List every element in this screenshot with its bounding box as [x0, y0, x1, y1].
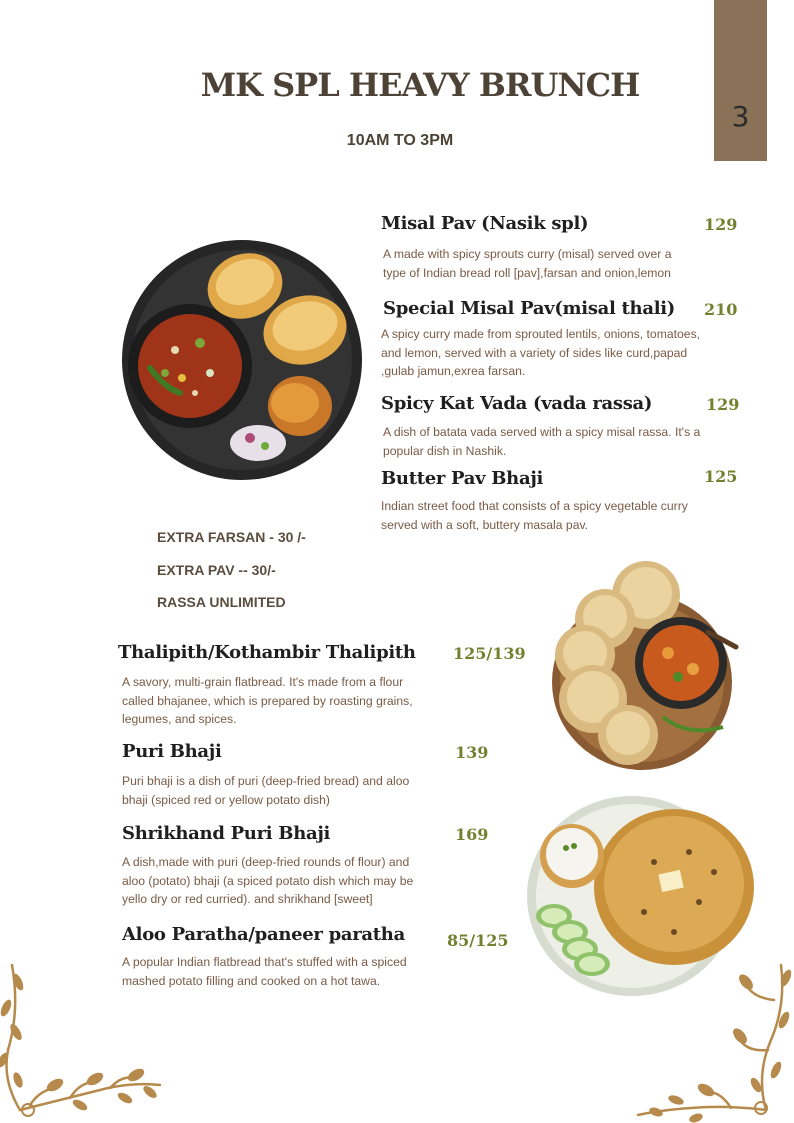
item-name-butter-pav-bhaji: Butter Pav Bhaji — [381, 468, 544, 489]
item-name-special-misal: Special Misal Pav(misal thali) — [383, 298, 675, 319]
extra-farsan: EXTRA FARSAN - 30 /- — [157, 529, 306, 545]
extra-rassa: RASSA UNLIMITED — [157, 594, 286, 610]
floral-vine-left-decoration — [0, 960, 165, 1123]
item-desc-puri-bhaji: Puri bhaji is a dish of puri (deep-fried bread) and aloo bhaji (spiced red or yellow potato dish) — [122, 774, 410, 807]
page-title: MK SPL HEAVY BRUNCH — [200, 66, 640, 104]
misal-pav-plate-image — [120, 238, 365, 483]
item-name-aloo-paratha: Aloo Paratha/paneer paratha — [122, 924, 405, 945]
page-subtitle: 10AM TO 3PM — [346, 132, 454, 149]
item-price-misal-pav: 129 — [704, 215, 738, 234]
item-desc-aloo-paratha: A popular Indian flatbread that's stuffed with a spiced mashed potato filling and cooked on a hot tawa. — [122, 955, 407, 988]
item-price-kat-vada: 129 — [706, 395, 740, 414]
item-price-thalipith: 125/139 — [453, 644, 526, 663]
item-price-aloo-paratha: 85/125 — [447, 931, 509, 950]
item-name-kat-vada: Spicy Kat Vada (vada rassa) — [381, 393, 653, 414]
item-name-puri-bhaji: Puri Bhaji — [122, 741, 222, 762]
extra-pav: EXTRA PAV -- 30/- — [157, 562, 276, 578]
item-desc-butter-pav-bhaji: Indian street food that consists of a spicy vegetable curry served with a soft, buttery masala pav. — [381, 499, 688, 532]
item-desc-thalipith: A savory, multi-grain flatbread. It's made from a flour called bhajanee, which is prepared by roasting grains, legumes, and spices. — [122, 675, 413, 726]
item-desc-special-misal: A spicy curry made from sprouted lentils, onions, tomatoes, and lemon, served with a variety of sides like curd,papad ,gulab jamun,exrea farsan. — [381, 327, 701, 378]
item-desc-misal-pav: A made with spicy sprouts curry (misal) served over a type of Indian bread roll [pav],farsan and onion,lemon — [383, 247, 672, 280]
item-price-special-misal: 210 — [704, 300, 738, 319]
item-desc-kat-vada: A dish of batata vada served with a spicy misal rassa. It's a popular dish in Nashik. — [383, 425, 701, 458]
puri-bhaji-plate-image — [548, 557, 740, 773]
item-desc-shrikhand-puri-bhaji: A dish,made with puri (deep-fried rounds of flour) and aloo (potato) bhaji (a spiced potato dish which may be yello dry or red curried). and shrikhand [sweet] — [122, 855, 414, 906]
item-price-shrikhand-puri-bhaji: 169 — [455, 825, 489, 844]
item-price-butter-pav-bhaji: 125 — [704, 467, 738, 486]
page-tab — [714, 0, 767, 161]
item-name-shrikhand-puri-bhaji: Shrikhand Puri Bhaji — [122, 823, 331, 844]
floral-vine-right-decoration — [636, 960, 794, 1123]
item-price-puri-bhaji: 139 — [455, 743, 489, 762]
item-name-thalipith: Thalipith/Kothambir Thalipith — [118, 642, 416, 663]
item-name-misal-pav: Misal Pav (Nasik spl) — [381, 213, 589, 234]
page-number: 3 — [731, 100, 750, 133]
